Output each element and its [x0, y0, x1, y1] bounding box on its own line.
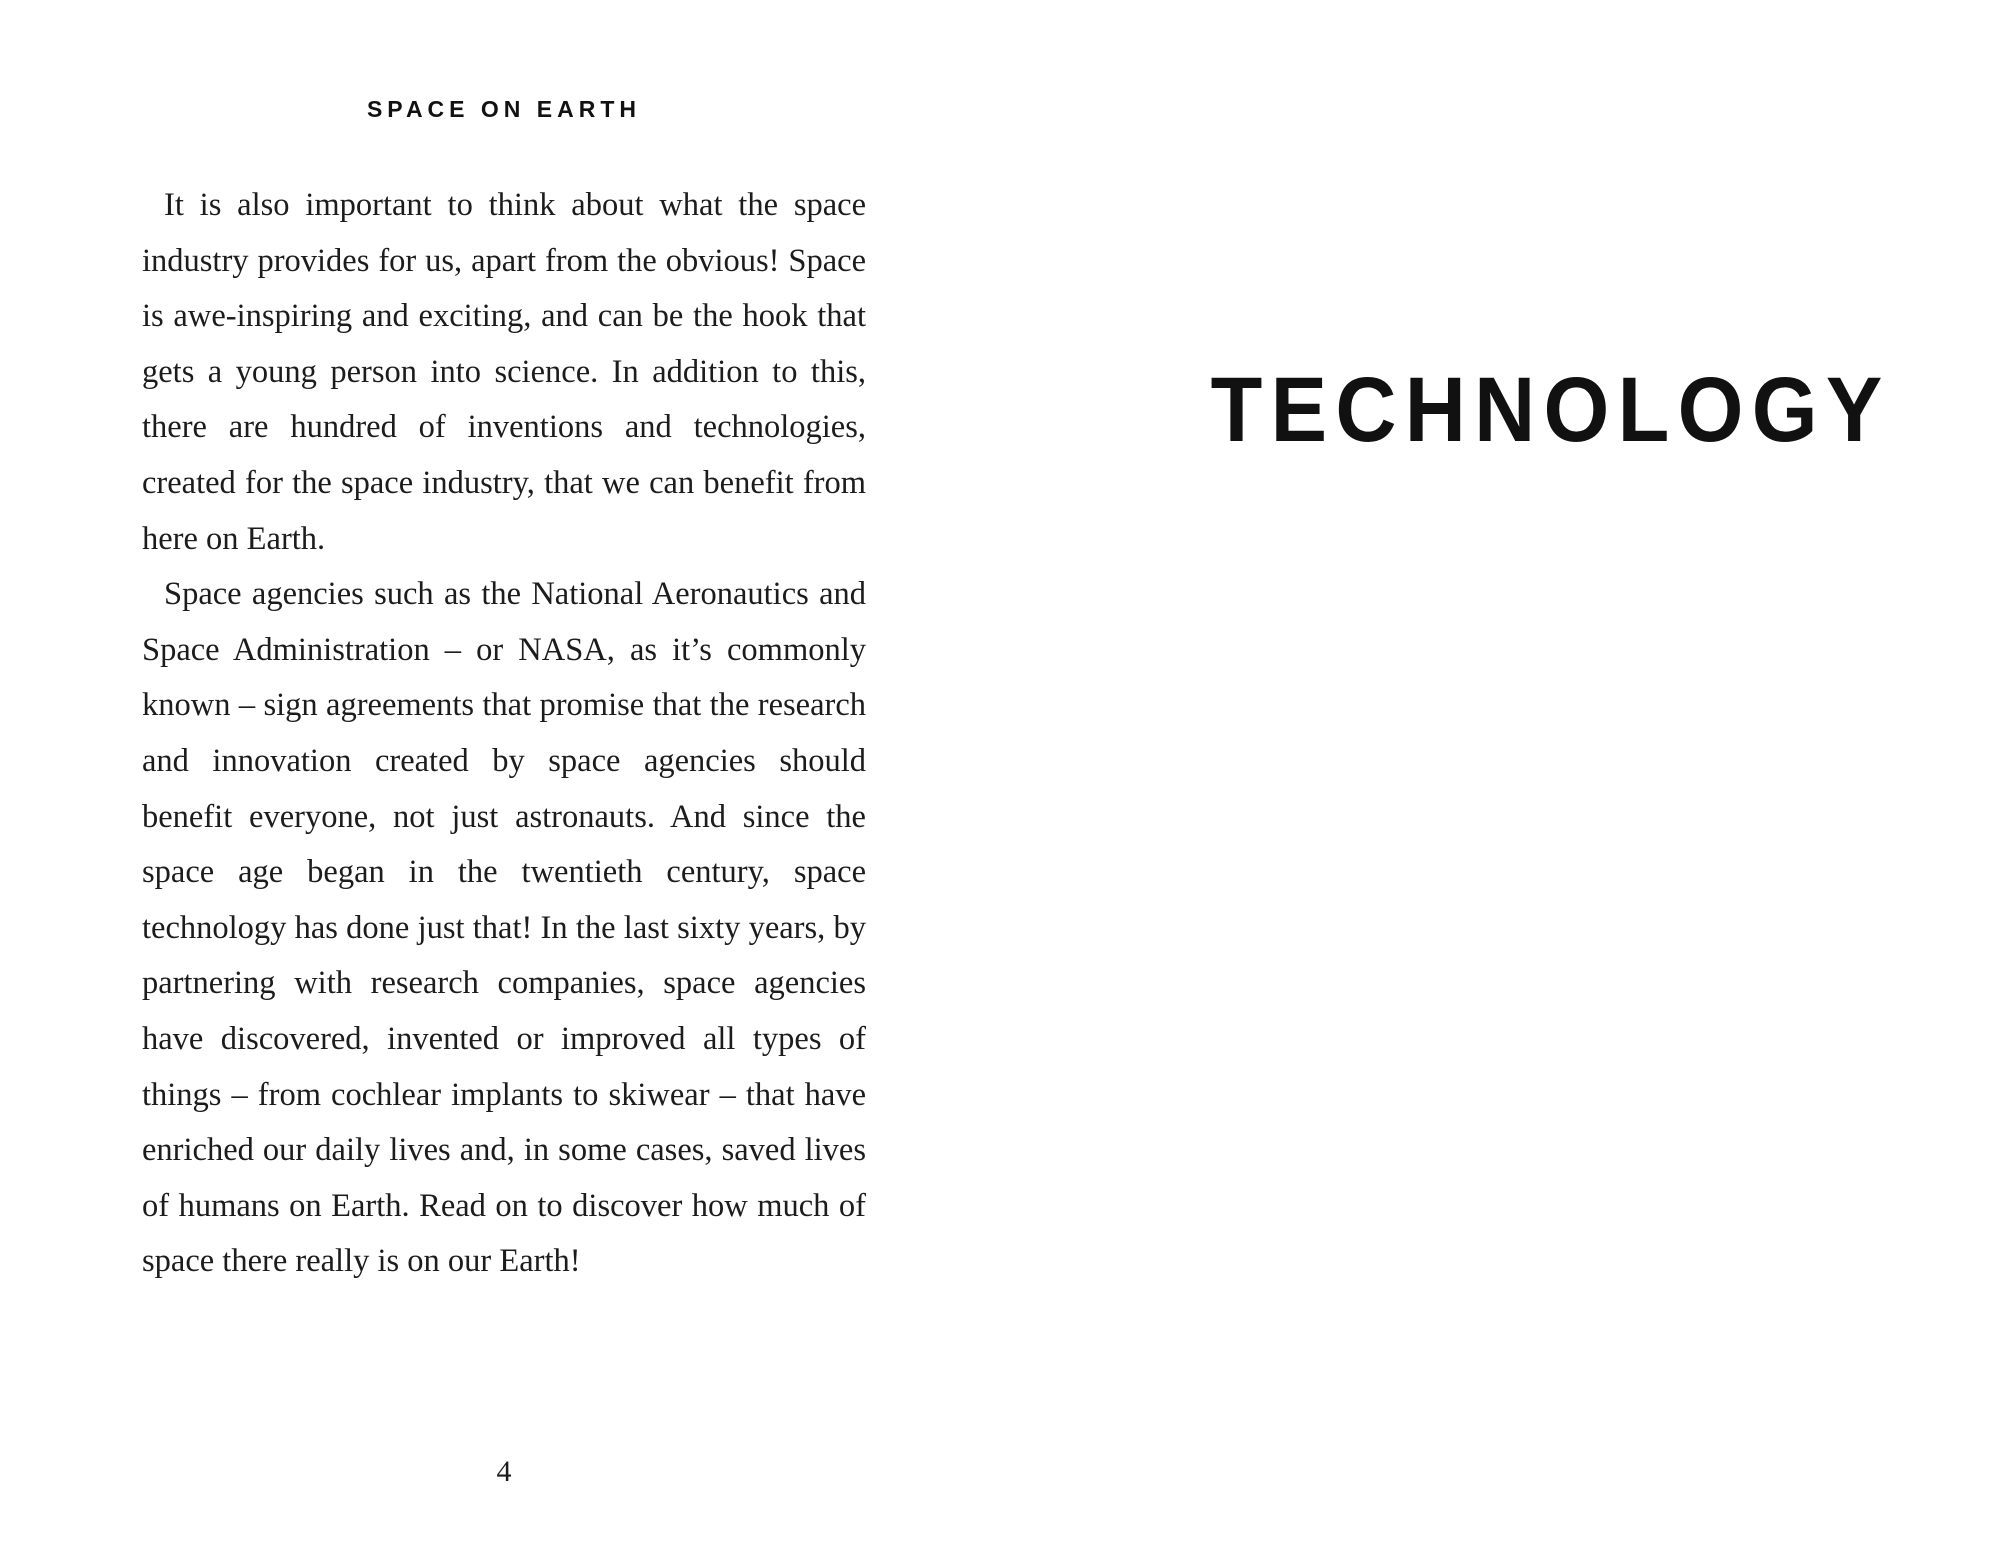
- running-head: SPACE ON EARTH: [366, 96, 642, 122]
- paragraph-2: Space agencies such as the National Aeronautics and Space Administration – or NASA, as it’s commonly known – sign agreements that promise that the research and innovation created by space agencies should benefit everyone, not just astronauts. And since the space age began in the twentieth century, space technology has done just that! In the last sixty years, by partnering with research companies, space agencies have discovered, invented or improved all types of things – from cochlear implants to skiwear – that have enriched our daily lives and, in some cases, saved lives of humans on Earth. Read on to discover how much of space there really is on our Earth!: [142, 576, 866, 1280]
- body-text: [142, 178, 866, 1290]
- page-number: 4: [496, 1455, 512, 1488]
- paragraph-1: It is also important to think about what the space industry provides for us, apart from the obvious! Space is awe-inspiring and exciting, and can be the hook that gets a young person into science. In addition to this, there are hundred of inventions and technologies, created for the space industry, that we can benefit from here on Earth.: [142, 187, 866, 557]
- right-page: [1000, 0, 2000, 1548]
- chapter-title: TECHNOLOGY: [1210, 359, 1891, 461]
